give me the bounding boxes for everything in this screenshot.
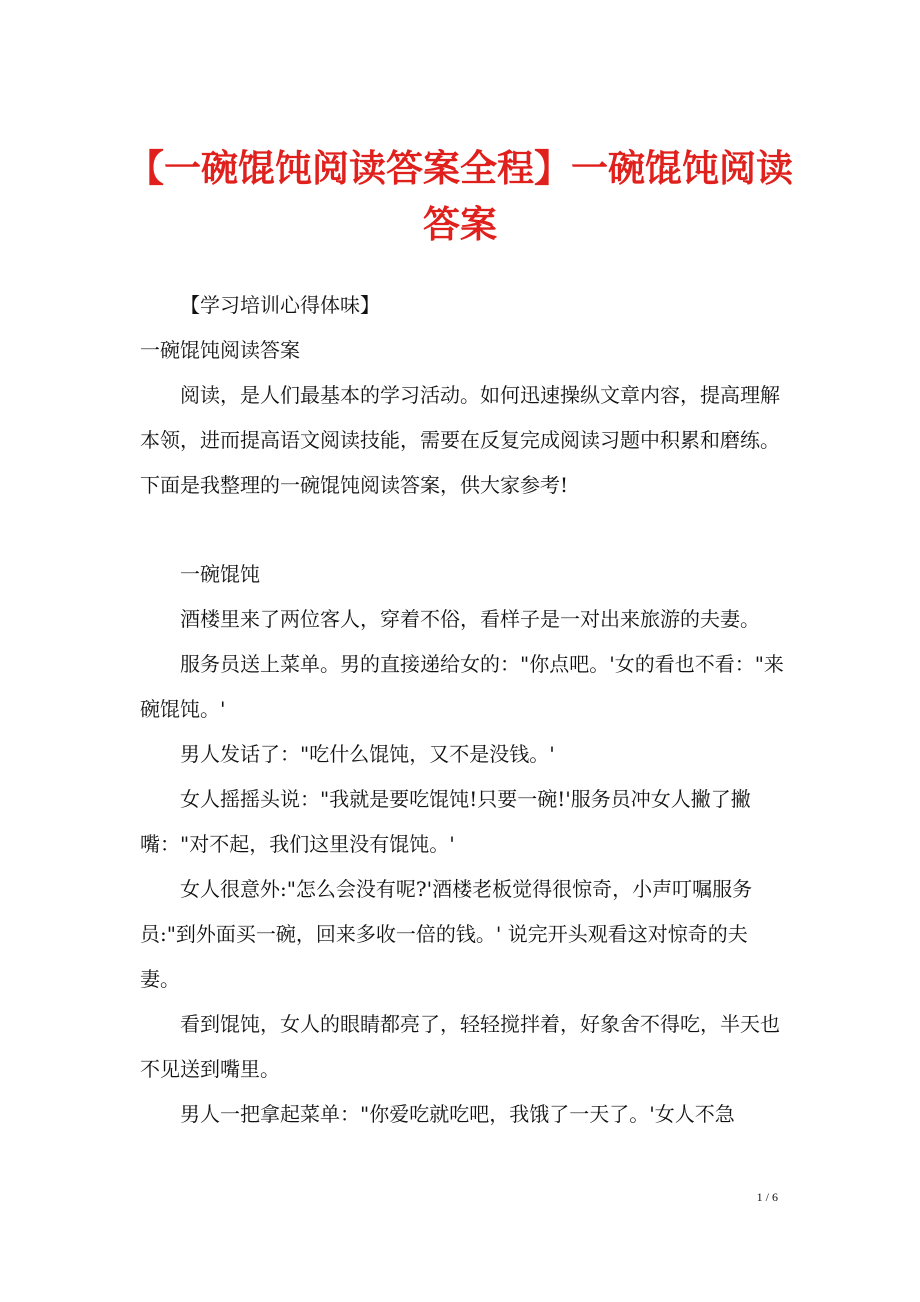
page-number: 1 / 6 [756,1190,778,1204]
intro-paragraph: 阅读，是人们最基本的学习活动。如何迅速操纵文章内容，提高理解本领，进而提高语文阅读技能，需要在反复完成阅读习题中积累和磨练。下面是我整理的一碗馄饨阅读答案，供大家参考! [140,383,780,497]
category-label: 【学习培训心得体味】 [180,293,380,317]
story-title: 一碗馄饨 [180,562,260,586]
story-paragraph: 男人一把拿起菜单："你爱吃就吃吧，我饿了一天了。'女人不急 [180,1102,735,1126]
paragraph-spacer [140,508,785,552]
document-subtitle: 一碗馄饨阅读答案 [140,338,300,362]
story-paragraph: 男人发话了："吃什么馄饨，又不是没钱。' [180,742,555,766]
story-paragraph: 服务员送上菜单。男的直接递给女的："你点吧。'女的看也不看："来碗馄饨。' [140,652,784,721]
story-paragraph: 看到馄饨，女人的眼睛都亮了，轻轻搅拌着，好象舍不得吃，半天也不见送到嘴里。 [140,1012,780,1081]
story-paragraph: 酒楼里来了两位客人，穿着不俗，看样子是一对出来旅游的夫妻。 [180,607,760,631]
document-body [140,283,785,1137]
document-title: 【一碗馄饨阅读答案全程】一碗馄饨阅读答案 [127,146,793,246]
story-paragraph: 女人很意外:"怎么会没有呢?'酒楼老板觉得很惊奇，小声叮嘱服务员:"到外面买一碗，回来多收一倍的钱。' 说完开头观看这对惊奇的夫妻。 [140,877,753,991]
story-paragraph: 女人摇摇头说："我就是要吃馄饨!只要一碗!'服务员冲女人撇了撇嘴："对不起，我们这里没有馄饨。' [140,787,751,856]
